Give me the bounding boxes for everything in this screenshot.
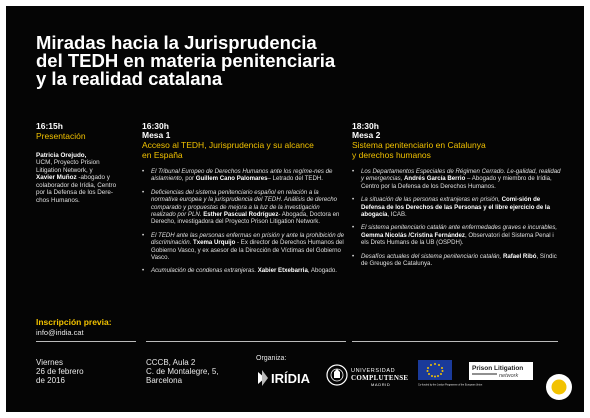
presentation-line [36,189,136,197]
talk-item [352,224,562,246]
presentation-line [36,159,136,167]
talk-title: Deficiencias del sistema penitenciario español en relación a la normativa europea y la jurisprudencia del TEDH. Análisis de derecho comparado y propuestas de mejora a la luz de la investigación realizado por PLN. [151,188,338,219]
prison-litigation-logo-icon [469,362,533,380]
mesa-1-heading-line-1: Acceso al TEDH, Jurisprudencia y su alcance [142,140,314,150]
mesa-2-time: 18:30h [352,121,379,131]
talk-speaker: Txema Urquijo [193,239,236,247]
speaker-detail: colaborador de Irídia, Centro [36,181,117,189]
talk-speaker-affiliation: - Ex director de Derechos Humanos del Gobierno Vasco, y ex asesor de la Dirección de Víctimas del Gobierno Vasco. [151,239,344,262]
talk-speaker: Guillem Cano Palomares [195,175,268,183]
divider-col2 [146,341,346,342]
talk-title: El TEDH ante las personas enfermas en prisión y ante la prohibición de discriminación. [151,231,345,247]
iridia-logo-icon [256,368,318,388]
talk-title: El Tribunal Europeo de Derechos Humanos ante los regíme-nes de aislamiento, [151,168,333,183]
title-line-1: Miradas hacia la Jurisprudencia [36,32,317,53]
talk-speaker: Esther Pascual Rodríguez [203,211,279,219]
registration-label: Inscripción previa: [36,317,112,327]
speaker-detail: chos Humanos. [36,197,80,205]
talk-speaker-affiliation: , ICAB. [387,211,407,219]
mesa-2-column [352,122,562,273]
talk-title: La situación de las personas extranjeras en prisión, [361,196,500,204]
presentation-line [36,197,136,205]
talk-speaker-affiliation: , Abogado. [307,267,338,275]
event-date [36,358,84,385]
speaker-detail: UCM, Proyecto Prision [36,159,100,167]
speaker-name: Patricia Orejudo, [36,151,87,159]
talk-speaker: Rafael Ribó [502,252,537,260]
talk-speaker: Gemma Nicolás /Cristina Fernández [361,231,465,239]
talk-title: Los Departamentos Especiales de Régimen Cerrado. Le-galidad, realidad y emergencias, [361,168,561,183]
talk-item [142,232,346,262]
venue-line-2: C. de Montalegre, 5, [146,367,219,376]
presentation-heading: Presentación [36,131,86,141]
talk-item [142,189,346,226]
eu-flag-icon [418,360,483,388]
prison-line-1: Prison Litigation [472,365,524,372]
presentation-time: 16:15h [36,121,63,131]
prison-line-2: network [499,373,519,379]
poster-title [36,34,366,88]
talk-speaker: Comi-sión de Defensa de los Derechos de las Personas y el libre ejercicio de la abogacía [361,196,550,219]
mesa-1-heading-line-2: en España [142,149,183,160]
talk-item [142,267,346,274]
talk-title: Acumulación de condenas extranjeras. [151,267,257,275]
mesa-1-time: 16:30h [142,121,169,131]
speaker-detail: -abogado y [76,174,110,182]
title-line-3: y la realidad catalana [36,68,223,89]
mesa-2-talks [352,168,562,267]
ucm-line-2: COMPLUTENSE [351,374,409,382]
divider-col1 [36,341,136,342]
talk-item [352,253,562,268]
date-line-1: Viernes [36,358,63,367]
talk-title: Desafíos actuales del sistema penitenciario catalán, [361,252,502,260]
talk-speaker-affiliation: – Letrado del TEDH. [267,175,323,183]
talk-speaker-affiliation: , Observatori del Sistema Penal i els Drets Humans de la UB (OSPDH). [361,231,554,247]
talk-title: El sistema penitenciario catalán ante enfermedades graves e incurables, [361,224,558,232]
organiza-label: Organiza: [256,355,287,362]
presentation-line [36,182,136,190]
registration-email[interactable]: info@iridia.cat [36,328,84,337]
speaker-name: Xavier Muñoz [36,174,77,182]
mesa-2-label: Mesa 2 [352,130,381,140]
talk-speaker-affiliation: – Abogado y miembro de Irídia, Centro por la Defensa de los Derechos Humanos. [361,175,552,190]
mesa-1-column [142,122,346,281]
talk-item [352,168,562,190]
ucm-line-1: UNIVERSIDAD [351,368,396,374]
ucm-line-3: MADRID [371,382,391,387]
date-line-3: de 2016 [36,376,65,385]
speaker-detail: por la Defensa de los Dere- [36,189,114,197]
talk-item [142,168,346,183]
presentation-line [36,152,136,160]
mesa-1-heading [142,141,346,160]
venue-line-1: CCCB, Aula 2 [146,358,196,367]
presentation-speakers [36,152,136,205]
divider-col3 [352,341,558,342]
talk-item [352,196,562,218]
presentation-line [36,167,136,175]
presentation-line [36,174,136,182]
talk-speaker-affiliation: - Abogada, Doctora en Derecho, investigadora del Proyecto Prison Litigation Network. [151,211,340,226]
talk-speaker-affiliation: , Síndic de Greuges de Catalunya. [361,252,557,268]
mesa-2-heading-line-1: Sistema penitenciario en Catalunya [352,140,486,150]
iridia-logo-text: IRÍDIA [271,371,310,386]
eu-caption: Co-funded by the Justice Programme of the European Union [418,383,483,387]
date-line-2: 26 de febrero [36,367,84,376]
title-line-2: del TEDH en materia penitenciaria [36,50,336,71]
mesa-1-talks [142,168,346,275]
presentation-column [36,122,136,205]
mesa-2-heading [352,141,562,160]
venue-line-3: Barcelona [146,376,183,385]
event-poster [6,6,584,412]
talk-speaker: Andrés García Berrio [404,175,466,183]
mesa-1-label: Mesa 1 [142,130,171,140]
ucm-seal-icon [326,362,409,388]
event-venue [146,358,218,385]
speaker-detail: Litigation Network, y [36,166,93,174]
yellow-dot-icon [544,372,574,402]
mesa-2-heading-line-2: y derechos humanos [352,149,431,160]
talk-connector: por [183,175,196,183]
talk-speaker: Xabier Etxebarria [257,267,308,275]
